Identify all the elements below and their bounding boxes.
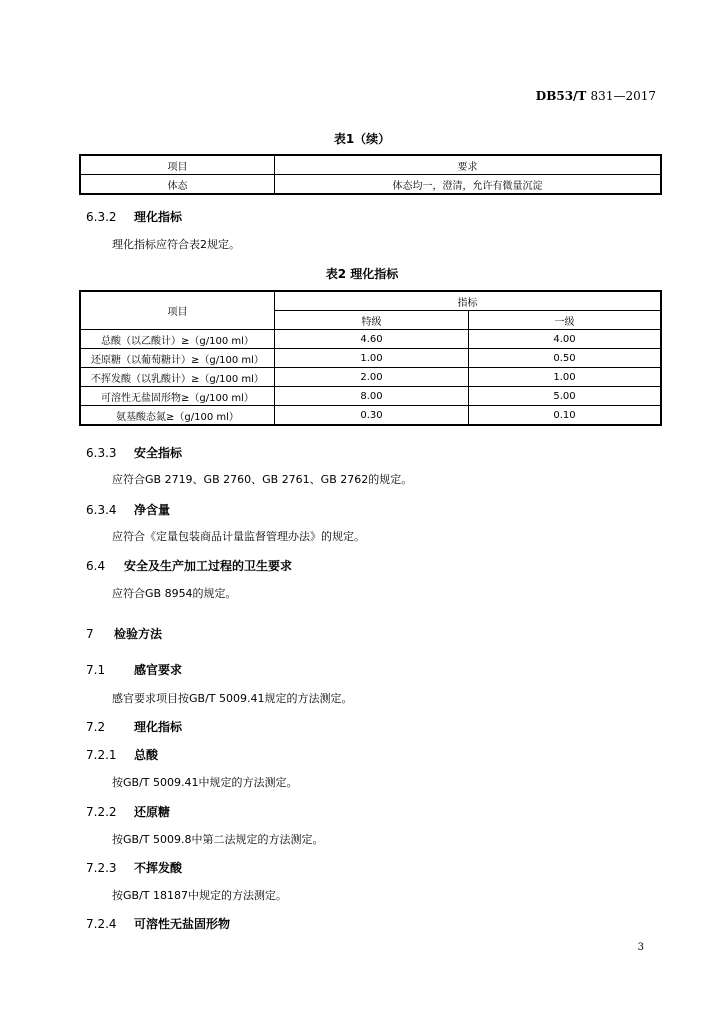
section-heading: 7.2.2 还原糖: [86, 805, 171, 819]
table-cell: 0.10: [469, 406, 662, 426]
table-cell: 0.30: [275, 406, 469, 426]
table-cell: 1.00: [469, 368, 662, 387]
section-heading: 7.2.3 不挥发酸: [86, 861, 183, 875]
section-heading: 6.4 安全及生产加工过程的卫生要求: [86, 559, 293, 573]
table2-caption: 表2 理化指标: [325, 267, 399, 281]
section-heading: 6.3.3 安全指标: [86, 446, 183, 460]
table-cell: 体态: [80, 175, 275, 195]
paragraph: 应符合GB 8954的规定。: [112, 587, 237, 600]
table-header-cell: 要求: [275, 155, 662, 175]
section-heading: 7.1 感官要求: [86, 663, 183, 677]
section-heading: 6.3.2 理化指标: [86, 210, 183, 224]
table2: [79, 290, 662, 426]
table-row: [80, 175, 661, 195]
table-cell: 1.00: [275, 349, 469, 368]
table-cell: 总酸（以乙酸计）≥（g/100 ml）: [80, 330, 275, 349]
section-heading: 7.2.4 可溶性无盐固形物: [86, 917, 231, 931]
table-cell: 不挥发酸（以乳酸计）≥（g/100 ml）: [80, 368, 275, 387]
table-header-cell: 一级: [469, 311, 662, 330]
table-header-row: [80, 155, 661, 175]
standard-code-year: 831—2017: [590, 89, 656, 103]
paragraph: 按GB/T 5009.8中第二法规定的方法测定。: [112, 833, 324, 846]
table-cell: 0.50: [469, 349, 662, 368]
table-header-cell: 指标: [275, 291, 662, 311]
table-row: [80, 349, 661, 368]
table-cell: 体态均一，澄清，允许有微量沉淀: [275, 175, 662, 195]
table-cell: 2.00: [275, 368, 469, 387]
section-heading: 7.2 理化指标: [86, 720, 183, 734]
paragraph: 按GB/T 18187中规定的方法测定。: [112, 889, 287, 902]
table-cell: 氨基酸态氮≥（g/100 ml）: [80, 406, 275, 426]
page-number: 3: [637, 942, 644, 953]
standard-code-prefix: DB53/T: [535, 89, 587, 103]
table-cell: 可溶性无盐固形物≥（g/100 ml）: [80, 387, 275, 406]
table-cell: 还原糖（以葡萄糖计）≥（g/100 ml）: [80, 349, 275, 368]
table-row: [80, 330, 661, 349]
table1: [79, 154, 662, 195]
table-header-cell: 特级: [275, 311, 469, 330]
table-cell: 4.00: [469, 330, 662, 349]
table-header-row: [80, 291, 661, 311]
paragraph: 按GB/T 5009.41中规定的方法测定。: [112, 776, 298, 789]
table-cell: 5.00: [469, 387, 662, 406]
paragraph: 应符合《定量包装商品计量监督管理办法》的规定。: [112, 530, 365, 543]
paragraph: 理化指标应符合表2规定。: [112, 238, 240, 251]
table-row: [80, 406, 661, 426]
standard-code: [536, 89, 656, 103]
section-heading: 6.3.4 净含量: [86, 503, 171, 517]
chapter-heading: 7 检验方法: [86, 627, 163, 641]
table1-caption: 表1（续）: [333, 132, 391, 146]
table-header-cell: 项目: [80, 155, 275, 175]
paragraph: 感官要求项目按GB/T 5009.41规定的方法测定。: [112, 692, 353, 705]
table-row: [80, 387, 661, 406]
table-cell: 4.60: [275, 330, 469, 349]
table-header-cell: 项目: [80, 291, 275, 330]
table-cell: 8.00: [275, 387, 469, 406]
paragraph: 应符合GB 2719、GB 2760、GB 2761、GB 2762的规定。: [112, 473, 413, 486]
table-row: [80, 368, 661, 387]
section-heading: 7.2.1 总酸: [86, 748, 159, 762]
